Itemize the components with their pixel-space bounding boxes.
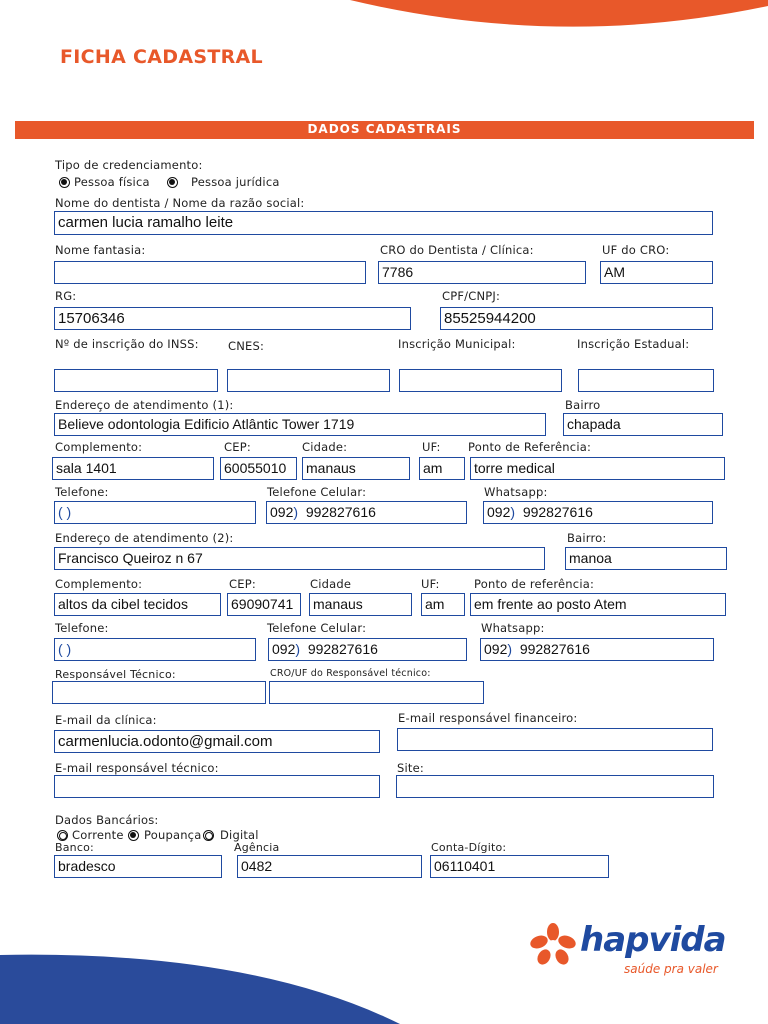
whatsapp2-ddd: 092 [484,641,508,657]
insc-municipal-field[interactable] [399,369,562,392]
bairro1-label: Bairro [565,398,601,412]
nome-fantasia-label: Nome fantasia: [55,243,146,257]
whatsapp1-label: Whatsapp: [484,485,548,499]
agencia-label: Agência [234,841,280,854]
telefone2-label: Telefone: [55,621,109,635]
cidade2-field[interactable]: manaus [309,593,412,616]
email-tecnico-field[interactable] [54,775,380,798]
telefone1-ddd: ( ) [58,504,72,520]
uf2-field[interactable]: am [421,593,465,616]
email-financeiro-field[interactable] [397,728,713,751]
site-label: Site: [397,761,424,775]
complemento2-label: Complemento: [55,577,143,591]
whatsapp2-label: Whatsapp: [481,621,545,635]
whatsapp2-number: 992827616 [519,641,590,657]
whatsapp2-field[interactable]: 092) 992827616 [480,638,714,661]
cidade1-field[interactable]: manaus [302,457,410,480]
celular1-ddd: 092 [270,504,294,520]
conta-corrente-radio[interactable] [57,830,68,841]
brand-tagline: saúde pra valer [624,962,718,976]
bairro2-field[interactable]: manoa [565,547,727,570]
conta-digital-radio[interactable] [203,830,214,841]
uf1-label: UF: [422,440,441,454]
cnes-label: CNES: [228,339,265,353]
nome-dentista-label: Nome do dentista / Nome da razão social: [55,196,305,210]
cpf-label: CPF/CNPJ: [442,289,501,303]
uf-cro-label: UF do CRO: [602,243,670,257]
resp-tecnico-field[interactable] [52,681,266,704]
complemento1-label: Complemento: [55,440,143,454]
dados-bancarios-label: Dados Bancários: [55,813,159,827]
cep2-field[interactable]: 69090741 [227,593,301,616]
email-clinica-field[interactable]: carmenlucia.odonto@gmail.com [54,730,380,753]
celular2-number: 992827616 [307,641,378,657]
conta-corrente-label: Corrente [72,828,124,842]
referencia2-field[interactable]: em frente ao posto Atem [470,593,726,616]
resp-tecnico-label: Responsável Técnico: [55,668,176,681]
insc-municipal-label: Inscrição Municipal: [398,337,516,351]
banco-field[interactable]: bradesco [54,855,222,878]
insc-estadual-label: Inscrição Estadual: [577,337,690,351]
whatsapp1-ddd: 092 [487,504,511,520]
email-tecnico-label: E-mail responsável técnico: [55,761,219,775]
inss-field[interactable] [54,369,218,392]
conta-digital-label: Digital [220,828,259,842]
pessoa-juridica-label: Pessoa jurídica [191,175,280,189]
bairro1-field[interactable]: chapada [563,413,723,436]
telefone2-ddd: ( ) [58,641,72,657]
bairro2-label: Bairro: [567,531,607,545]
celular1-field[interactable]: 092) 992827616 [266,501,467,524]
tipo-label: Tipo de credenciamento: [55,158,203,172]
celular1-label: Telefone Celular: [267,485,367,499]
email-clinica-label: E-mail da clínica: [55,713,157,727]
conta-poupanca-label: Poupança [144,828,202,842]
nome-fantasia-field[interactable] [54,261,366,284]
section-title: DADOS CADASTRAIS [307,122,462,136]
celular2-ddd: 092 [272,641,296,657]
nome-dentista-field[interactable]: carmen lucia ramalho leite [54,211,713,235]
uf1-field[interactable]: am [419,457,465,480]
whatsapp1-field[interactable]: 092) 992827616 [483,501,713,524]
cro-resp-field[interactable] [269,681,484,704]
brand-name: hapvida [580,920,726,960]
celular2-field[interactable]: 092) 992827616 [268,638,467,661]
endereco2-field[interactable]: Francisco Queiroz n 67 [54,547,545,570]
complemento1-field[interactable]: sala 1401 [52,457,214,480]
referencia1-field[interactable]: torre medical [470,457,725,480]
agencia-field[interactable]: 0482 [237,855,422,878]
referencia2-label: Ponto de referência: [474,577,595,591]
conta-poupanca-radio[interactable] [128,830,139,841]
pessoa-juridica-radio[interactable] [167,177,178,188]
cep2-label: CEP: [229,577,256,591]
cep1-label: CEP: [224,440,251,454]
whatsapp1-number: 992827616 [522,504,593,520]
endereco1-field[interactable]: Believe odontologia Edificio Atlântic Tower 1719 [54,413,546,436]
pessoa-fisica-label: Pessoa física [74,175,150,189]
endereco2-label: Endereço de atendimento (2): [55,531,234,545]
pessoa-fisica-radio[interactable] [59,177,70,188]
cidade1-label: Cidade: [302,440,348,454]
email-financeiro-label: E-mail responsável financeiro: [398,711,578,725]
endereco1-label: Endereço de atendimento (1): [55,398,234,412]
uf2-label: UF: [421,577,440,591]
referencia1-label: Ponto de Referência: [468,440,592,454]
cidade2-label: Cidade [310,577,352,591]
cpf-field[interactable]: 85525944200 [440,307,713,330]
cep1-field[interactable]: 60055010 [220,457,297,480]
uf-cro-field[interactable]: AM [600,261,713,284]
rg-label: RG: [55,289,77,303]
telefone2-field[interactable] [54,638,256,661]
inss-label: Nº de inscrição do INSS: [55,337,199,351]
banco-label: Banco: [55,841,94,854]
cro-label: CRO do Dentista / Clínica: [380,243,534,257]
cro-field[interactable]: 7786 [378,261,586,284]
insc-estadual-field[interactable] [578,369,714,392]
conta-field[interactable]: 06110401 [430,855,609,878]
page-title: FICHA CADASTRAL [60,46,263,68]
rg-field[interactable]: 15706346 [54,307,411,330]
complemento2-field[interactable]: altos da cibel tecidos [54,593,221,616]
conta-label: Conta-Dígito: [431,841,507,854]
telefone1-field[interactable] [54,501,256,524]
site-field[interactable] [396,775,714,798]
telefone1-label: Telefone: [55,485,109,499]
celular1-number: 992827616 [305,504,376,520]
celular2-label: Telefone Celular: [267,621,367,635]
cnes-field[interactable] [227,369,390,392]
cro-resp-label: CRO/UF do Responsável técnico: [270,668,431,679]
hapvida-flower-icon [528,922,578,966]
